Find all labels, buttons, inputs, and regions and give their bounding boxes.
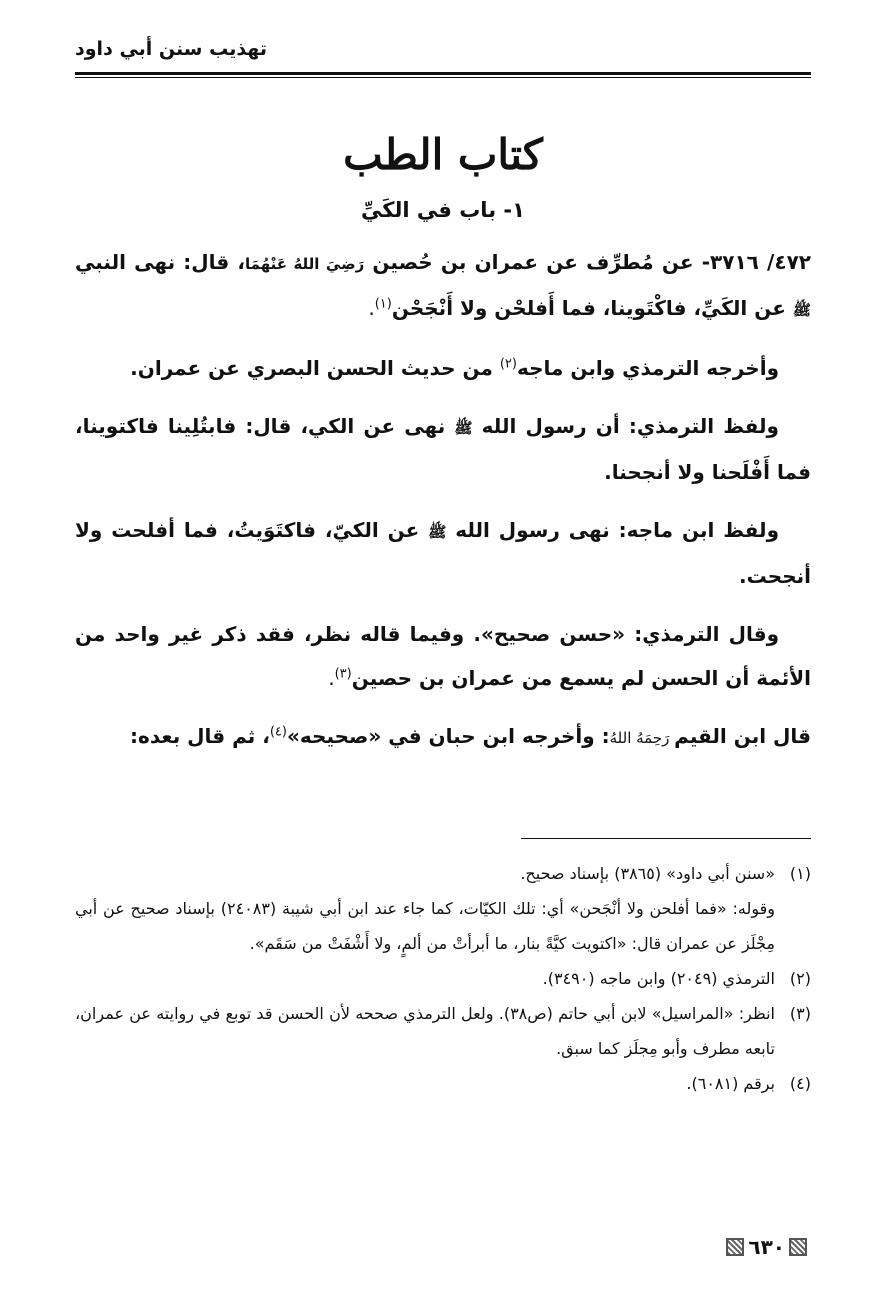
footnote-ref[interactable]: (٤)	[269, 724, 287, 740]
footnote-text: انظر: «المراسيل» لابن أبي حاتم (ص٣٨). ولعل الترمذي صححه لأن الحسن قد توبع في روايته عن عمران، تابعه مطرف وأبو مِجلَز كما سبق.	[75, 1004, 775, 1058]
footnote-text: «سنن أبي داود» (٣٨٦٥) بإسناد صحيح.	[520, 864, 775, 883]
commentary-paragraph	[75, 346, 811, 390]
commentary-paragraph	[75, 404, 811, 494]
commentary-text: من حديث الحسن البصري عن عمران.	[130, 356, 500, 380]
footnote-number: (٢)	[789, 969, 811, 988]
running-title: تهذيب سنن أبي داود	[75, 38, 267, 60]
honorific: رَضِيَ اللهُ عَنْهُمَا	[245, 255, 365, 273]
honorific-salutation: ﷺ	[792, 301, 811, 319]
ibn-qayyim-paragraph	[75, 714, 811, 760]
commentary-paragraph	[75, 612, 811, 700]
commentary-text: نهى عن الكي، قال: فابتُلِينا فاكتوينا، فما أَفْلَحنا ولا أنجحنا.	[75, 414, 811, 484]
hadith-text-part: عن مُطرِّف عن عمران بن حُصين	[364, 250, 702, 274]
footnote-number: (٤)	[789, 1074, 811, 1093]
footnote-number: (٣)	[789, 1004, 811, 1023]
footnote-text: برقم (٦٠٨١).	[686, 1074, 775, 1093]
commentary-text: ولفظ الترمذي: أن رسول الله	[472, 414, 779, 438]
page-number: ٦٣٠	[748, 1235, 785, 1259]
commentary-text: : وأخرجه ابن حبان في «صحيحه»	[286, 724, 610, 748]
punctuation: .	[328, 666, 335, 690]
footnote-4	[75, 1066, 811, 1101]
main-text	[75, 240, 811, 774]
header-rule-thin	[75, 77, 811, 78]
commentary-text: عن الكيّ، فاكتَوَيتُ، فما أفلحت ولا أنجحت.	[75, 518, 811, 588]
ornament-icon	[726, 1238, 744, 1256]
chapter-title: ١- باب في الكَيِّ	[361, 198, 525, 222]
footnote-text: الترمذي (٢٠٤٩) وابن ماجه (٣٤٩٠).	[542, 969, 775, 988]
footnotes	[75, 856, 811, 1101]
hadith-paragraph	[75, 240, 811, 332]
honorific: رَحِمَهُ اللهُ	[609, 729, 675, 747]
ornament-icon	[789, 1238, 807, 1256]
commentary-text: وقال الترمذي: «حسن صحيح». وفيما قاله نظر، فقد ذكر غير واحد من الأئمة أن الحسن لم يسمع من عمران بن حصين	[75, 622, 811, 690]
page-number-block	[722, 1235, 811, 1259]
running-header	[75, 30, 811, 76]
footnote-divider	[521, 838, 811, 839]
footnote-number: (١)	[789, 864, 811, 883]
footnote-ref[interactable]: (٢)	[499, 356, 517, 372]
hadith-text-part: عن الكَيِّ، فاكْتَوينا، فما أَفلحْن ولا أَنْجَحْن	[391, 296, 793, 320]
commentary-paragraph	[75, 508, 811, 598]
hadith-number: ٤٧٢/ ٣٧١٦-	[701, 250, 811, 274]
footnote-3	[75, 996, 811, 1066]
header-rule-thick	[75, 72, 811, 75]
honorific-salutation: ﷺ	[454, 419, 473, 437]
commentary-text: ولفظ ابن ماجه: نهى رسول الله	[446, 518, 779, 542]
footnote-1-continuation: وقوله: «فما أفلحن ولا أنْجَحن» أي: تلك الكيّات، كما جاء عند ابن أبي شيبة (٢٤٠٨٣) بإسناد صحيح عن أبي مِجْلَز عن عمران قال: «اكتويت كيَّةً بنار، ما أبرأتْ من ألمٍ، ولا أَشْفَتْ من سَقَم».	[75, 899, 776, 953]
book-title: كتاب الطب	[343, 130, 543, 179]
footnote-1	[75, 856, 811, 891]
ibn-qayyim-label: قال ابن القيم	[674, 724, 811, 748]
honorific-salutation: ﷺ	[428, 523, 447, 541]
book-page	[75, 30, 811, 1270]
footnote-ref[interactable]: (١)	[374, 296, 392, 312]
commentary-text: ، ثم قال بعده:	[130, 724, 270, 748]
punctuation: .	[368, 296, 375, 320]
footnote-ref[interactable]: (٣)	[334, 666, 352, 682]
hadith-text-part: ، قال: نهى النبي	[75, 250, 246, 274]
commentary-text: وأخرجه الترمذي وابن ماجه	[516, 356, 779, 380]
footnote-2	[75, 961, 811, 996]
